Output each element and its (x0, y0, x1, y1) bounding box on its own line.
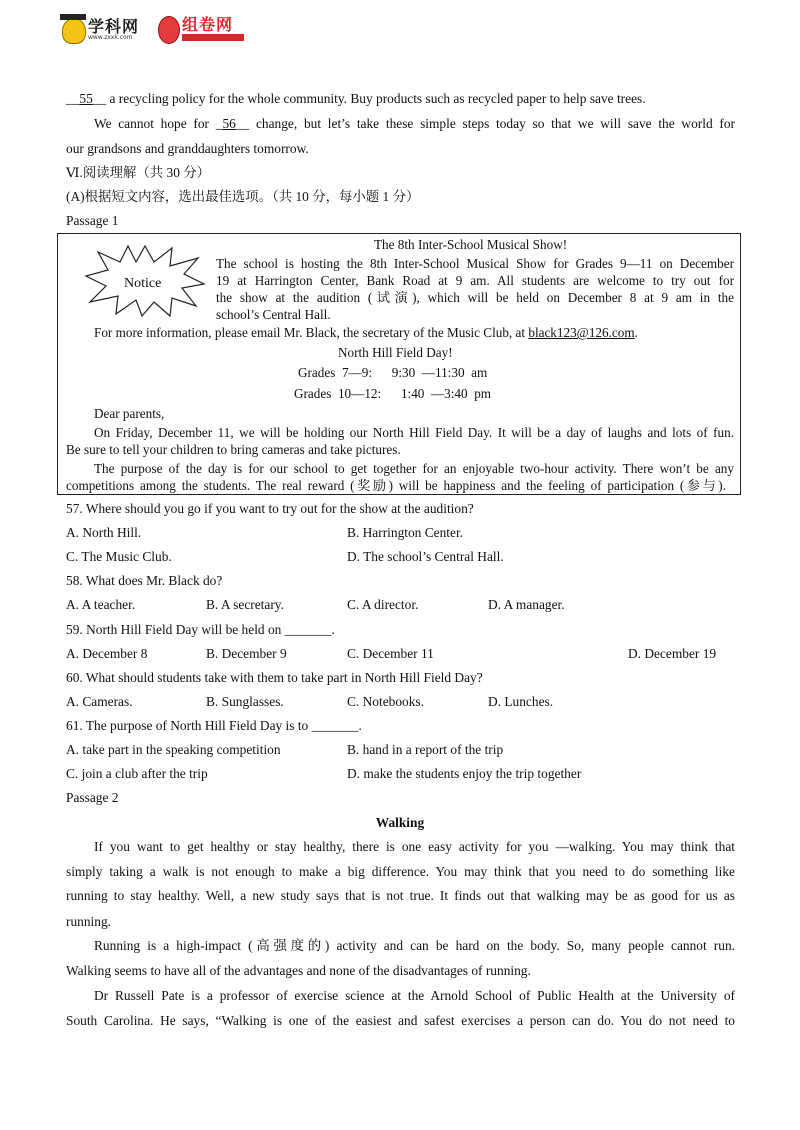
q60-option-b: B. Sunglasses. (206, 694, 284, 709)
q57-option-a: A. North Hill. (66, 525, 142, 540)
notice-line-1: The school is hosting the 8th Inter-School Musical Show for Grades 9—11 on December (216, 256, 734, 271)
q57-option-c: C. The Music Club. (66, 549, 172, 564)
logo1-url: www.zxxk.com (88, 34, 133, 41)
question-61: 61. The purpose of North Hill Field Day is to _______. (66, 718, 362, 733)
question-58: 58. What does Mr. Black do? (66, 573, 223, 588)
q60-option-c: C. Notebooks. (347, 694, 424, 709)
q61-option-a: A. take part in the speaking competition (66, 742, 281, 757)
q60-option-a: A. Cameras. (66, 694, 133, 709)
notice-line-3: the show at the audition (试演), which will be held on December 8 at 9 am in the (216, 290, 734, 305)
question-57: 57. Where should you go if you want to try out for the show at the audition? (66, 501, 474, 516)
q61-option-d: D. make the students enjoy the trip together (347, 766, 582, 781)
q58-option-d: D. A manager. (488, 597, 565, 612)
section-title: Ⅵ.阅读理解（共 30 分） (66, 165, 211, 180)
mascot-icon (158, 16, 180, 44)
notice-stamp: Notice (124, 276, 162, 291)
q57-option-b: B. Harrington Center. (347, 525, 464, 540)
passage1-label: Passage 1 (66, 213, 119, 228)
q61-option-c: C. join a club after the trip (66, 766, 208, 781)
q60-option-d: D. Lunches. (488, 694, 554, 709)
passage2-p1-line3: running to stay healthy. Well, a new study says that is not true. It finds out that walking may be as good for us as (66, 888, 735, 903)
field-day-p1-line1: On Friday, December 11, we will be holding our North Hill Field Day. It will be a day of laughs and lots of fun. (94, 425, 734, 440)
logo1-name: 学科网 (88, 17, 140, 36)
dear-parents: Dear parents, (94, 406, 165, 421)
question-60: 60. What should students take with them to take part in North Hill Field Day? (66, 670, 483, 685)
musical-show-title: The 8th Inter-School Musical Show! (374, 237, 568, 252)
notice-line-2: 19 at Harrington Center, Bank Road at 9 am. All students are welcome to try out for (216, 273, 734, 288)
section-a-instruction: (A)根据短文内容，选出最佳选项。（共 10 分，每小题 1 分） (66, 189, 420, 204)
passage2-title: Walking (375, 815, 425, 830)
cloze-line-2: We cannot hope for _56__ change, but let’s take these simple steps today so that we will save the world for (94, 116, 735, 131)
q58-option-a: A. A teacher. (66, 597, 136, 612)
logo2-name: 组卷网 (182, 15, 234, 34)
field-day-p2-line1: The purpose of the day is for our school to get together for an enjoyable two-hour activity. There won’t be any (94, 461, 734, 476)
q58-option-c: C. A director. (347, 597, 419, 612)
zujuan-logo (158, 12, 258, 46)
passage2-p2-line1: Running is a high-impact (高强度的) activity and can be hard on the body. So, many people cannot run. (94, 938, 735, 953)
cloze-line-3: our grandsons and granddaughters tomorrow. (66, 141, 309, 156)
q59-option-d: D. December 19 (628, 646, 717, 661)
header-logos (62, 8, 262, 46)
q61-option-b: B. hand in a report of the trip (347, 742, 504, 757)
passage2-p2-line2: Walking seems to have all of the advantages and none of the disadvantages of running. (66, 963, 531, 978)
q59-option-c: C. December 11 (347, 646, 434, 661)
passage2-p3-line1: Dr Russell Pate is a professor of exercise science at the Arnold School of Public Health at the University of (94, 988, 735, 1003)
question-59: 59. North Hill Field Day will be held on _______. (66, 622, 335, 637)
blank-55: 55 (79, 91, 93, 106)
passage2-label: Passage 2 (66, 790, 119, 805)
blank-56: 56 (222, 116, 236, 131)
field-day-p2-line2: competitions among the students. The real reward (奖励) will be happiness and the feeling of participation (参与). (66, 478, 726, 493)
email-link[interactable]: black123@126.com (528, 325, 635, 340)
q59-option-b: B. December 9 (206, 646, 287, 661)
grades-line-2: Grades 10—12: 1:40 —3:40 pm (294, 386, 492, 401)
mascot-icon (62, 18, 86, 44)
passage2-p1-line4: running. (66, 914, 112, 929)
notice-line-4: school’s Central Hall. (216, 307, 331, 322)
zxxk-logo (62, 12, 162, 46)
passage2-p1-line2: simply taking a walk is not enough to make a big difference. You may think that you need to do something like (66, 864, 735, 879)
logo2-banner (182, 34, 244, 41)
q59-option-a: A. December 8 (66, 646, 148, 661)
passage2-p1-line1: If you want to get healthy or stay healthy, there is one easy activity for you —walking. You may think that (94, 839, 735, 854)
field-day-title: North Hill Field Day! (338, 345, 453, 360)
q58-option-b: B. A secretary. (206, 597, 284, 612)
cloze-line-1: __55__ a recycling policy for the whole community. Buy products such as recycled paper to help save trees. (66, 91, 646, 106)
field-day-p1-line2: Be sure to tell your children to bring cameras and take pictures. (66, 442, 401, 457)
notice-box (57, 233, 741, 495)
q57-option-d: D. The school’s Central Hall. (347, 549, 504, 564)
grades-line-1: Grades 7—9: 9:30 —11:30 am (298, 365, 488, 380)
passage2-p3-line2: South Carolina. He says, “Walking is one of the easiest and safest exercises a person can do. You do not need to (66, 1013, 735, 1028)
notice-email-line: For more information, please email Mr. Black, the secretary of the Music Club, at black123@126.com. (94, 325, 638, 340)
